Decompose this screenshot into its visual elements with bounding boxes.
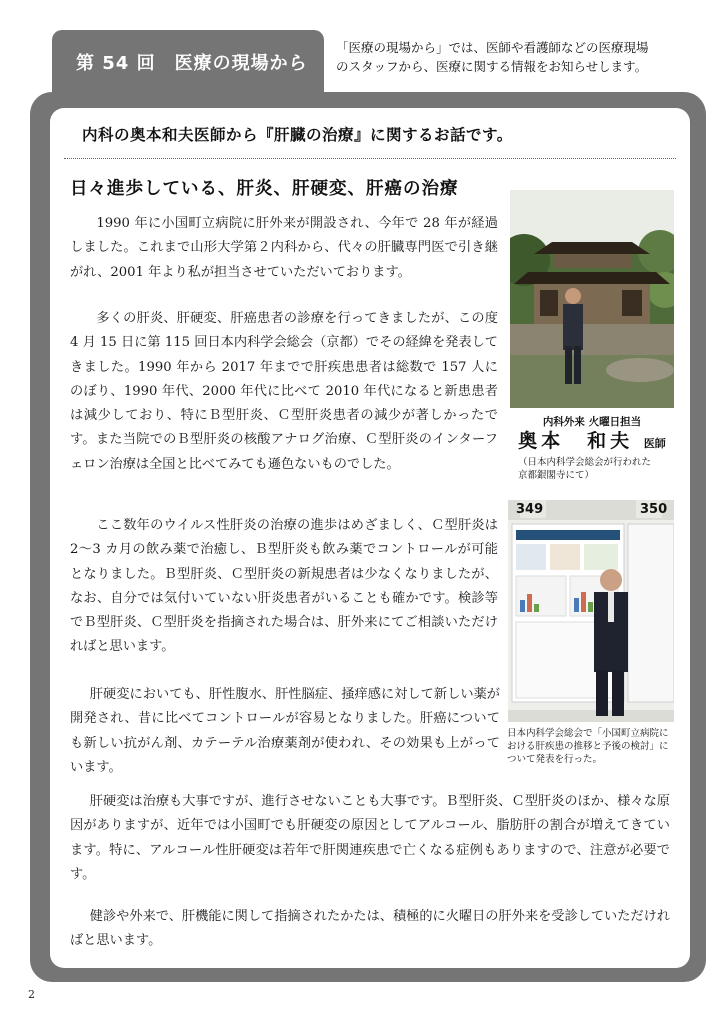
doctor-name: 奥本 和夫: [518, 430, 634, 452]
doctor-title: 医師: [643, 437, 666, 450]
paragraph-6: 健診や外来で、肝機能に関して指摘されたかたは、積極的に火曜日の肝外来を受診していただければと思います。: [70, 909, 670, 949]
doctor-role: 内科外来 火曜日担当: [542, 416, 642, 428]
paragraph-1: 1990 年に小国町立病院に肝外来が開設され、今年で 28 年が経過しました。これまで山形大学第２内科から、代々の肝臓専門医で引き継がれ、2001 年より私が担当させていただいております。: [70, 216, 498, 280]
series-tab: [52, 30, 324, 94]
poster-number-left: 349: [516, 502, 544, 517]
poster-presentation-photo: [508, 500, 674, 722]
page-number: 2: [28, 988, 35, 1001]
poster-number-right: 350: [640, 502, 668, 517]
intro-line-2: のスタッフから、医療に関する情報をお知らせします。: [336, 59, 648, 74]
dotted-divider: [64, 158, 676, 159]
article-subtitle: 内科の奥本和夫医師から『肝臓の治療』に関するお話です。: [82, 126, 513, 144]
intro-text: [336, 38, 708, 76]
doctor-name-line: [508, 429, 676, 456]
paragraph-3: ここ数年のウイルス性肝炎の治療の進歩はめざましく、Ｃ型肝炎は 2～3 カ月の飲み薬で治癒し、Ｂ型肝炎も飲み薬でコントロールが可能となりました。Ｂ型肝炎、Ｃ型肝炎の新規患者は少なくなりましたが、なお、自分では気付いていない肝炎患者がいることも確かです。検診等でＢ型肝炎、Ｃ型肝炎を指摘された場合は、肝外来にてご相談いただければと思います。: [70, 518, 498, 655]
photo-note: [508, 456, 676, 482]
doctor-profile: [508, 414, 676, 482]
paragraph-4: 肝硬変においても、肝性腹水、肝性脳症、掻痒感に対して新しい薬が開発され、昔に比べてコントロールが容易となりました。肝癌についても新しい抗がん剤、カテーテル治療薬剤が使われ、その効果も上がっています。: [70, 687, 500, 775]
paragraph-5: 肝硬変は治療も大事ですが、進行させないことも大事です。Ｂ型肝炎、Ｃ型肝炎のほか、様々な原因がありますが、近年では小国町でも肝硬変の原因としてアルコール、脂肪肝の割合が増えてきています。特に、アルコール性肝硬変は若年で肝関連疾患で亡くなる症例もありますので、注意が必要です。: [70, 794, 670, 882]
photo-note-line-1: （日本内科学会総会が行われた: [518, 457, 652, 468]
poster-caption: 日本内科学会総会で「小国町立病院における肝疾患の推移と予後の検討」について発表を行った。: [507, 728, 669, 765]
series-title: 第 54 回 医療の現場から: [76, 53, 308, 74]
article-headline: 日々進歩している、肝炎、肝硬変、肝癌の治療: [70, 179, 459, 199]
doctor-temple-photo: [510, 190, 674, 408]
photo-note-line-2: 京都銀閣寺にて）: [518, 470, 595, 481]
paragraph-2: 多くの肝炎、肝硬変、肝癌患者の診療を行ってきましたが、この度 4 月 15 日に第 115 回日本内科学会総会（京都）でその経緯を発表してきました。1990 年から 2017 年までで肝疾患患者は総数で 157 人にのぼり、1990 年代、2000 年代に比べて 2010 年代になると新患患者は減少しており、特にＢ型肝炎、Ｃ型肝炎患者の減少が著しかったです。また当院でのＢ型肝炎の核酸アナログ治療、Ｃ型肝炎のインターフェロン治療は全国と比べてみても遜色ないものでした。: [70, 311, 498, 472]
intro-line-1: 「医療の現場から」では、医師や看護師などの医療現場: [336, 40, 649, 55]
